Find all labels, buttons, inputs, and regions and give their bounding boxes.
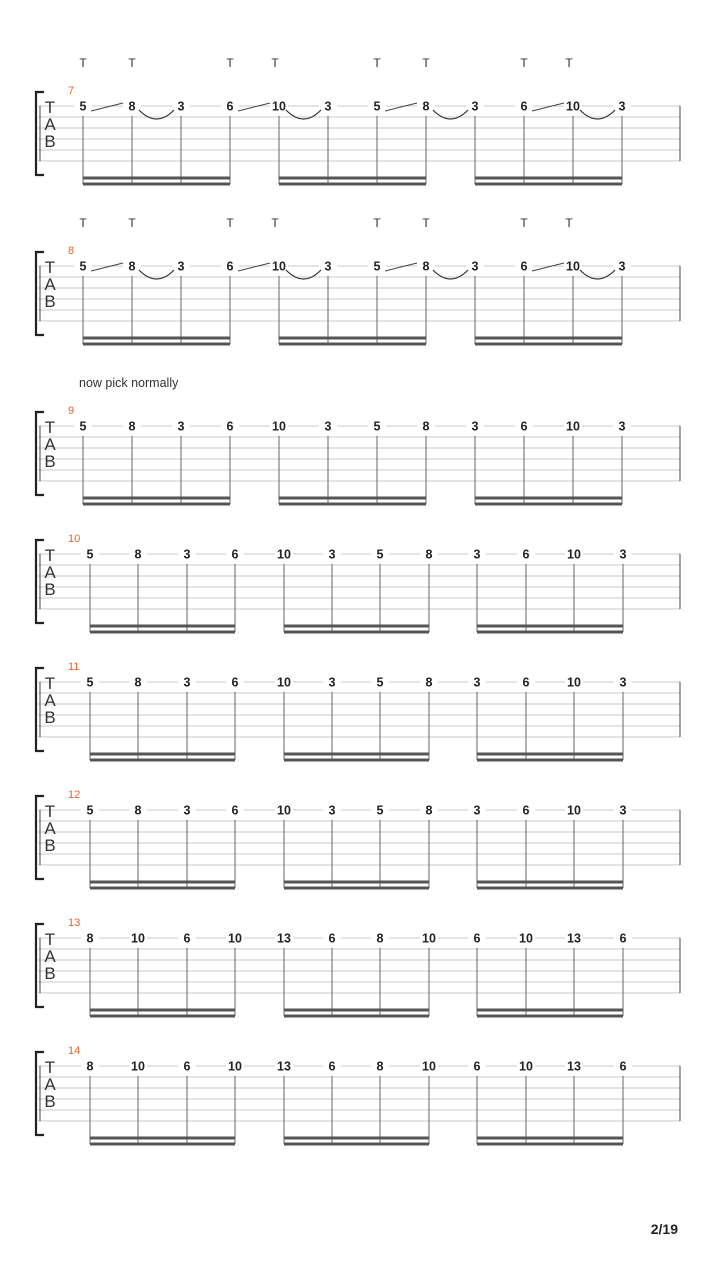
fret-number: 5 — [79, 419, 87, 434]
fret-number: 3 — [324, 419, 332, 434]
tie-arc — [286, 110, 321, 119]
fret-number: 8 — [425, 675, 433, 690]
fret-number: 3 — [183, 675, 191, 690]
fret-number: 6 — [231, 675, 239, 690]
fret-number: 3 — [183, 803, 191, 818]
fret-number: 3 — [473, 675, 481, 690]
tab-clef-letter: T — [44, 1058, 56, 1077]
fret-number: 8 — [86, 1059, 94, 1074]
fret-number: 6 — [619, 1059, 627, 1074]
fret-number: 10 — [566, 419, 580, 434]
fret-number: 10 — [566, 259, 580, 274]
fret-number: 6 — [226, 419, 234, 434]
slide-line — [238, 103, 270, 111]
fret-number: 10 — [272, 419, 286, 434]
bar-number: 8 — [68, 245, 75, 257]
tab-clef-letter: A — [44, 947, 56, 966]
tab-clef-letter: B — [44, 708, 56, 727]
fret-number: 3 — [473, 547, 481, 562]
fret-number: 10 — [277, 803, 291, 818]
fret-number: 8 — [128, 259, 136, 274]
fret-number: 6 — [522, 547, 530, 562]
tap-mark: T — [422, 56, 430, 70]
fret-number: 6 — [328, 1059, 336, 1074]
fret-number: 10 — [228, 931, 242, 946]
tab-clef-letter: A — [44, 435, 56, 454]
fret-number: 8 — [422, 259, 430, 274]
fret-number: 5 — [373, 99, 381, 114]
fret-number: 10 — [566, 99, 580, 114]
tap-mark: T — [128, 216, 136, 230]
fret-number: 3 — [619, 675, 627, 690]
fret-number: 6 — [520, 259, 528, 274]
fret-number: 3 — [177, 419, 185, 434]
tab-clef-letter: B — [44, 452, 56, 471]
fret-number: 6 — [522, 803, 530, 818]
fret-number: 8 — [376, 931, 384, 946]
tap-mark: T — [226, 216, 234, 230]
tab-clef-letter: B — [44, 836, 56, 855]
tab-clef-letter: A — [44, 563, 56, 582]
fret-number: 10 — [519, 931, 533, 946]
fret-number: 3 — [618, 259, 626, 274]
bar-number: 9 — [68, 405, 75, 417]
fret-number: 3 — [471, 259, 479, 274]
fret-number: 3 — [328, 547, 336, 562]
fret-number: 3 — [618, 99, 626, 114]
fret-number: 3 — [177, 259, 185, 274]
tie-arc — [286, 270, 321, 279]
tab-clef-letter: A — [44, 819, 56, 838]
tab-clef-letter: T — [44, 802, 56, 821]
fret-number: 3 — [324, 99, 332, 114]
fret-number: 6 — [231, 803, 239, 818]
fret-number: 8 — [86, 931, 94, 946]
tab-system — [36, 1045, 680, 1144]
fret-number: 6 — [226, 99, 234, 114]
tab-system — [36, 661, 680, 760]
tab-clef-letter: B — [44, 964, 56, 983]
fret-number: 10 — [567, 675, 581, 690]
fret-number: 10 — [519, 1059, 533, 1074]
tab-clef-letter: A — [44, 115, 56, 134]
tap-mark: T — [565, 216, 573, 230]
fret-number: 3 — [473, 803, 481, 818]
slide-line — [385, 103, 417, 111]
fret-number: 6 — [183, 1059, 191, 1074]
fret-number: 5 — [376, 675, 384, 690]
fret-number: 6 — [522, 675, 530, 690]
fret-number: 3 — [618, 419, 626, 434]
tie-arc — [433, 270, 468, 279]
fret-number: 13 — [567, 1059, 581, 1074]
bar-number: 7 — [68, 85, 75, 97]
tab-system — [36, 917, 680, 1016]
fret-number: 3 — [619, 803, 627, 818]
slide-line — [238, 263, 270, 271]
fret-number: 3 — [471, 99, 479, 114]
tap-mark: T — [565, 56, 573, 70]
tab-clef-letter: T — [44, 546, 56, 565]
tab-clef-letter: B — [44, 580, 56, 599]
tab-clef-letter: A — [44, 691, 56, 710]
tie-arc — [139, 270, 174, 279]
fret-number: 6 — [520, 99, 528, 114]
fret-number: 3 — [328, 803, 336, 818]
fret-number: 8 — [134, 803, 142, 818]
tie-arc — [580, 270, 615, 279]
tab-clef-letter: T — [44, 258, 56, 277]
fret-number: 10 — [567, 547, 581, 562]
fret-number: 5 — [86, 547, 94, 562]
fret-number: 13 — [567, 931, 581, 946]
fret-number: 6 — [328, 931, 336, 946]
slide-line — [91, 263, 123, 271]
fret-number: 3 — [471, 419, 479, 434]
fret-number: 10 — [422, 1059, 436, 1074]
tab-system — [36, 376, 680, 504]
tab-system — [36, 216, 680, 344]
fret-number: 10 — [272, 259, 286, 274]
fret-number: 8 — [422, 99, 430, 114]
slide-line — [532, 103, 564, 111]
tie-arc — [139, 110, 174, 119]
fret-number: 5 — [86, 803, 94, 818]
fret-number: 8 — [128, 419, 136, 434]
tap-mark: T — [128, 56, 136, 70]
bar-number: 10 — [68, 533, 81, 545]
tap-mark: T — [422, 216, 430, 230]
fret-number: 3 — [324, 259, 332, 274]
tap-mark: T — [520, 216, 528, 230]
bar-number: 14 — [68, 1045, 81, 1057]
page-indicator: 2/19 — [650, 1221, 678, 1237]
tab-clef-letter: A — [44, 1075, 56, 1094]
technique-annotation: now pick normally — [79, 376, 179, 390]
fret-number: 8 — [425, 803, 433, 818]
fret-number: 5 — [79, 99, 87, 114]
tab-clef-letter: T — [44, 98, 56, 117]
tab-clef-letter: T — [44, 930, 56, 949]
fret-number: 10 — [131, 1059, 145, 1074]
tap-mark: T — [79, 216, 87, 230]
tie-arc — [580, 110, 615, 119]
fret-number: 8 — [425, 547, 433, 562]
fret-number: 8 — [134, 675, 142, 690]
slide-line — [91, 103, 123, 111]
fret-number: 6 — [619, 931, 627, 946]
fret-number: 10 — [422, 931, 436, 946]
tap-mark: T — [226, 56, 234, 70]
tap-mark: T — [373, 216, 381, 230]
fret-number: 3 — [619, 547, 627, 562]
tab-clef-letter: B — [44, 132, 56, 151]
fret-number: 5 — [373, 419, 381, 434]
fret-number: 6 — [473, 1059, 481, 1074]
fret-number: 13 — [277, 1059, 291, 1074]
fret-number: 8 — [376, 1059, 384, 1074]
fret-number: 6 — [520, 419, 528, 434]
fret-number: 10 — [131, 931, 145, 946]
fret-number: 5 — [376, 803, 384, 818]
fret-number: 6 — [226, 259, 234, 274]
fret-number: 10 — [277, 675, 291, 690]
fret-number: 6 — [473, 931, 481, 946]
slide-line — [385, 263, 417, 271]
fret-number: 3 — [183, 547, 191, 562]
fret-number: 5 — [373, 259, 381, 274]
tab-system — [36, 789, 680, 888]
fret-number: 10 — [272, 99, 286, 114]
tap-mark: T — [79, 56, 87, 70]
tab-clef-letter: T — [44, 418, 56, 437]
fret-number: 13 — [277, 931, 291, 946]
fret-number: 8 — [134, 547, 142, 562]
tab-clef-letter: B — [44, 292, 56, 311]
fret-number: 10 — [567, 803, 581, 818]
tap-mark: T — [271, 56, 279, 70]
bar-number: 11 — [68, 661, 80, 673]
bar-number: 13 — [68, 917, 81, 929]
bar-number: 12 — [68, 789, 81, 801]
fret-number: 5 — [376, 547, 384, 562]
fret-number: 5 — [86, 675, 94, 690]
fret-number: 6 — [183, 931, 191, 946]
tab-clef-letter: A — [44, 275, 56, 294]
fret-number: 8 — [128, 99, 136, 114]
fret-number: 3 — [177, 99, 185, 114]
tap-mark: T — [373, 56, 381, 70]
fret-number: 5 — [79, 259, 87, 274]
fret-number: 10 — [228, 1059, 242, 1074]
tab-clef-letter: T — [44, 674, 56, 693]
fret-number: 8 — [422, 419, 430, 434]
tie-arc — [433, 110, 468, 119]
tab-system — [36, 533, 680, 632]
slide-line — [532, 263, 564, 271]
fret-number: 10 — [277, 547, 291, 562]
tab-clef-letter: B — [44, 1092, 56, 1111]
tap-mark: T — [271, 216, 279, 230]
tab-system — [36, 56, 680, 184]
tap-mark: T — [520, 56, 528, 70]
fret-number: 6 — [231, 547, 239, 562]
fret-number: 3 — [328, 675, 336, 690]
